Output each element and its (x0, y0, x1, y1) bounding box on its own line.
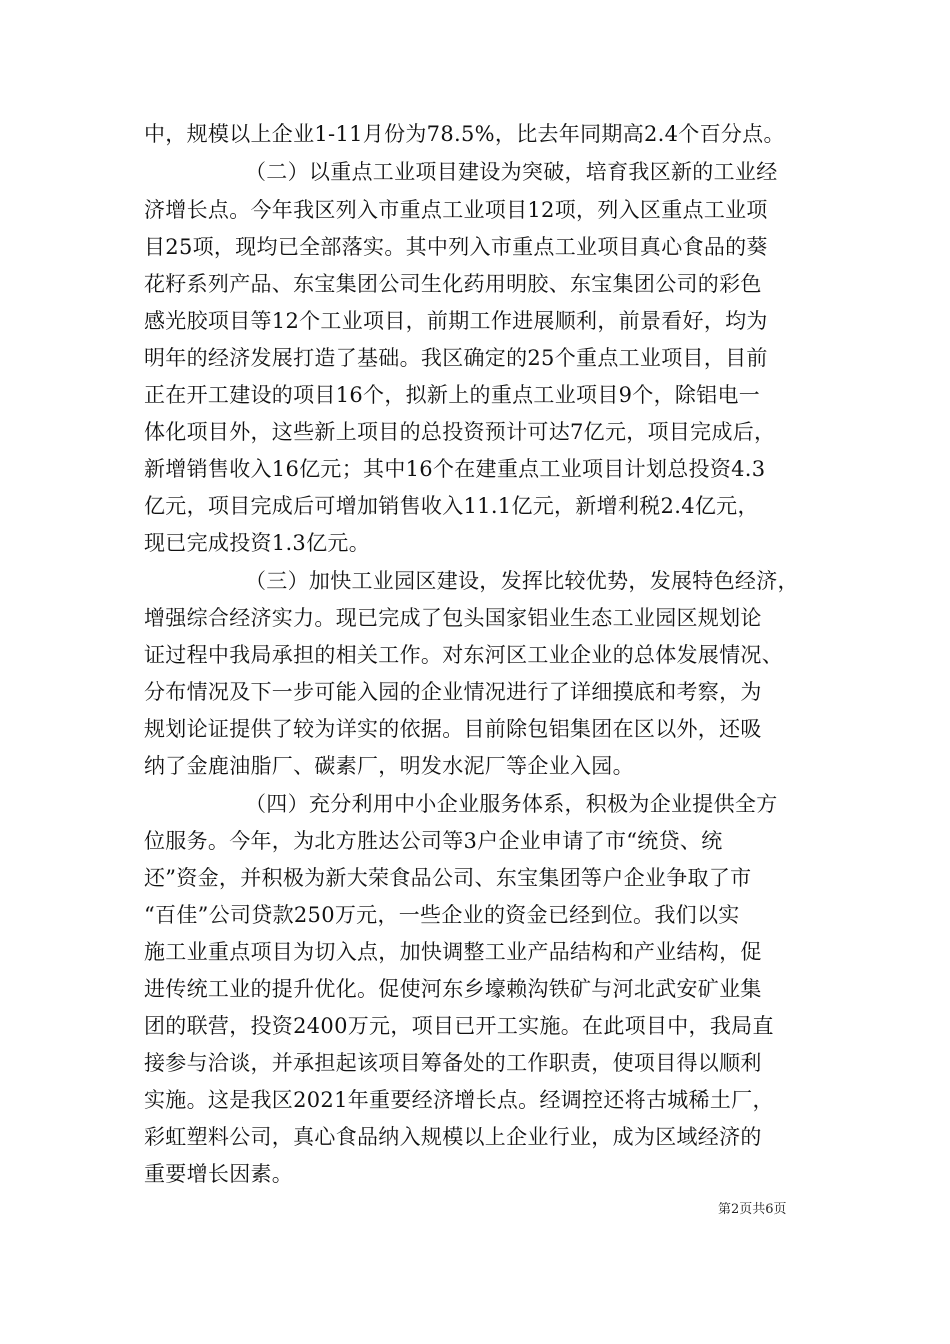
body-text-line: 济增长点。今年我区列入市重点工业项目12项，列入区重点工业项 (144, 198, 768, 222)
body-text-line: 进传统工业的提升优化。促使河东乡壕赖沟铁矿与河北武安矿业集 (144, 977, 762, 1001)
body-text-line: 实施。这是我区2021年重要经济增长点。经调控还将古城稀土厂， (144, 1088, 774, 1112)
section-heading-line: （二）以重点工业项目建设为突破，培育我区新的工业经 (245, 160, 778, 184)
body-text-line: 还”资金，并积极为新大荣食品公司、东宝集团等户企业争取了市 (144, 866, 752, 890)
section-heading-line: （四）充分利用中小企业服务体系，积极为企业提供全方 (245, 792, 778, 816)
body-text-line: 亿元，项目完成后可增加销售收入11.1亿元，新增利税2.4亿元， (144, 494, 759, 518)
body-text-line: 花籽系列产品、东宝集团公司生化药用明胶、东宝集团公司的彩色 (144, 272, 762, 296)
body-text-line: “百佳”公司贷款250万元，一些企业的资金已经到位。我们以实 (144, 903, 740, 927)
body-text-line: 彩虹塑料公司，真心食品纳入规模以上企业行业，成为区域经济的 (144, 1125, 762, 1149)
body-text-line: 纳了金鹿油脂厂、碳素厂，明发水泥厂等企业入园。 (144, 754, 634, 778)
body-text-line: 位服务。今年，为北方胜达公司等3户企业申请了市“统贷、统 (144, 829, 723, 853)
body-text-line: 中，规模以上企业1-11月份为78.5%，比去年同期高2.4个百分点。 (144, 122, 785, 146)
body-text-line: 施工业重点项目为切入点，加快调整工业产品结构和产业结构，促 (144, 940, 762, 964)
body-text-line: 现已完成投资1.3亿元。 (144, 531, 370, 555)
body-text-line: 增强综合经济实力。现已完成了包头国家铝业生态工业园区规划论 (144, 606, 762, 630)
body-text-line: 团的联营，投资2400万元，项目已开工实施。在此项目中，我局直 (144, 1014, 774, 1038)
page-number-footer: 第2页共6页 (718, 1202, 787, 1217)
body-text-line: 正在开工建设的项目16个，拟新上的重点工业项目9个，除铝电一 (144, 383, 761, 407)
section-heading-line: （三）加快工业园区建设，发挥比较优势，发展特色经济， (245, 569, 799, 593)
body-text-line: 重要增长因素。 (144, 1162, 294, 1186)
body-text-line: 规划论证提供了较为详实的依据。目前除包铝集团在区以外，还吸 (144, 717, 762, 741)
body-text-line: 目25项，现均已全部落实。其中列入市重点工业项目真心食品的葵 (144, 235, 768, 259)
body-text-line: 新增销售收入16亿元；其中16个在建重点工业项目计划总投资4.3 (144, 457, 766, 481)
body-text-line: 体化项目外，这些新上项目的总投资预计可达7亿元，项目完成后， (144, 420, 776, 444)
body-text-line: 接参与洽谈，并承担起该项目筹备处的工作职责，使项目得以顺利 (144, 1051, 762, 1075)
body-text-line: 证过程中我局承担的相关工作。对东河区工业企业的总体发展情况、 (144, 643, 783, 667)
body-text-line: 感光胶项目等12个工业项目，前期工作进展顺利，前景看好，均为 (144, 309, 768, 333)
body-text-line: 明年的经济发展打造了基础。我区确定的25个重点工业项目，目前 (144, 346, 768, 370)
body-text-line: 分布情况及下一步可能入园的企业情况进行了详细摸底和考察，为 (144, 680, 762, 704)
